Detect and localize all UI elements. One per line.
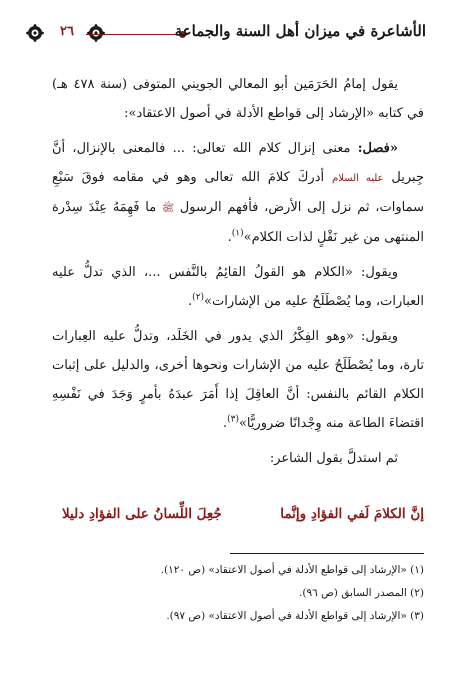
floral-ornament-icon	[87, 24, 105, 42]
section-lead: «فصل:	[357, 141, 398, 156]
footnote-3: (٣) «الإرشاد إلى قواطع الأدلة في أصول الاعتقاد» (ص ٩٧).	[166, 610, 424, 622]
poem-hemistich-1: إنَّ الكلامَ لَفي الفؤادِ وإنَّما	[280, 506, 424, 522]
paragraph-2-text-c: ما فَهِمَهُ عِنْدَ سِدْرة المنتهى من غير نَقْلٍ لذات الكلام»	[52, 200, 424, 245]
footnotes	[52, 559, 424, 628]
footnote-ref-1[interactable]: (١)	[231, 228, 244, 239]
floral-ornament-icon	[26, 24, 44, 42]
paragraph-2-text-b: أدركَ كلامَ الله تعالى وهو في مقامه فوقَ سَبْعِ سماوات، ثم نزل إلى الأرض، فأفهم الرسول	[52, 170, 424, 215]
running-title: الأشاعرة في ميزان أهل السنة والجماعة	[174, 22, 426, 40]
poem-verse	[62, 506, 424, 536]
footnote-2: (٢) المصدر السابق (ص ٩٦).	[299, 587, 424, 599]
paragraph-2-text-a: معنى إنزال كلام الله تعالى: ... فالمعنى بالإنزال، أنَّ جِبريل	[52, 141, 424, 185]
poem-hemistich-2: جُعِلَ اللِّسانُ على الفؤادِ دليلا	[62, 506, 222, 522]
honorific-salla-allah: ﷺ	[161, 203, 175, 214]
honorific-alayhi-salam: عليه السلام	[332, 173, 384, 184]
page-number: ٢٦	[60, 24, 74, 39]
paragraph-3-text: ويقول: «الكلام هو القولُ القائِمُ بالنَّفس ...، الذي تدلُّ عليه العبارات، وما يُصْطَلَحُ عليه من الإشارات»	[52, 265, 424, 309]
footnote-ref-3[interactable]: (٣)	[227, 414, 239, 425]
paragraph-4-text: ويقول: «وهو الفِكْرُ الذي يدور في الخَلَد، وتدلُّ عليه العِبارات تارة، وما يُصْطَلَحُ عليه من الإشارات ونحوها أخرى، والدليل على إثبات الكلام القائم بالنفس: أنَّ العاقِلَ إذا أَمَرَ عبدَهُ بأمرٍ وَجَدَ في نَفْسِهِ اقتضاءَ الطاعة منه وِجْدانًا ضروريًّا»	[52, 329, 424, 431]
footnote-ref-2[interactable]: (٢)	[192, 292, 205, 303]
paragraph-2: «فصل: معنى إنزال كلام الله تعالى: ... فالمعنى بالإنزال، أنَّ جِبريل عليه السلام أدركَ كلامَ الله تعالى وهو في مقامه فوقَ سَبْعِ سماوات، ثم نزل إلى الأرض، فأفهم الرسول ﷺ ما فَهِمَهُ عِنْدَ سِدْرة المنتهى من غير نَقْلٍ لذات الكلام»$^{(١)}$.	[52, 141, 424, 245]
paragraph-4: ويقول: «وهو الفِكْرُ الذي يدور في الخَلَد، وتدلُّ عليه العِبارات تارة، وما يُصْطَلَحُ عليه من الإشارات ونحوها أخرى، والدليل على إثبات الكلام القائم بالنفس: أنَّ العاقِلَ إذا أَمَرَ عبدَهُ بأمرٍ وَجَدَ في نَفْسِهِ اقتضاءَ الطاعة منه وِجْدانًا ضروريًّا»$^{(٣)}$.	[52, 329, 424, 431]
footnote-divider	[230, 553, 424, 554]
paragraph-5: ثم استدلَّ بقول الشاعر:	[269, 451, 398, 466]
paragraph-1: يقول إمامُ الحَرَمَين أبو المعالي الجويني المتوفى (سنة ٤٧٨ هـ) في كتابه «الإرشاد إلى قواطع الأدلة في أصول الاعتقاد»:	[52, 77, 424, 121]
main-text	[52, 70, 424, 473]
header-divider	[86, 34, 183, 35]
paragraph-3: ويقول: «الكلام هو القولُ القائِمُ بالنَّفس ...، الذي تدلُّ عليه العبارات، وما يُصْطَلَحُ عليه من الإشارات»$^{(٢)}$.	[52, 265, 424, 309]
page-header	[26, 20, 426, 50]
footnote-1: (١) «الإرشاد إلى قواطع الأدلة في أصول الاعتقاد» (ص ١٢٠).	[160, 564, 424, 576]
